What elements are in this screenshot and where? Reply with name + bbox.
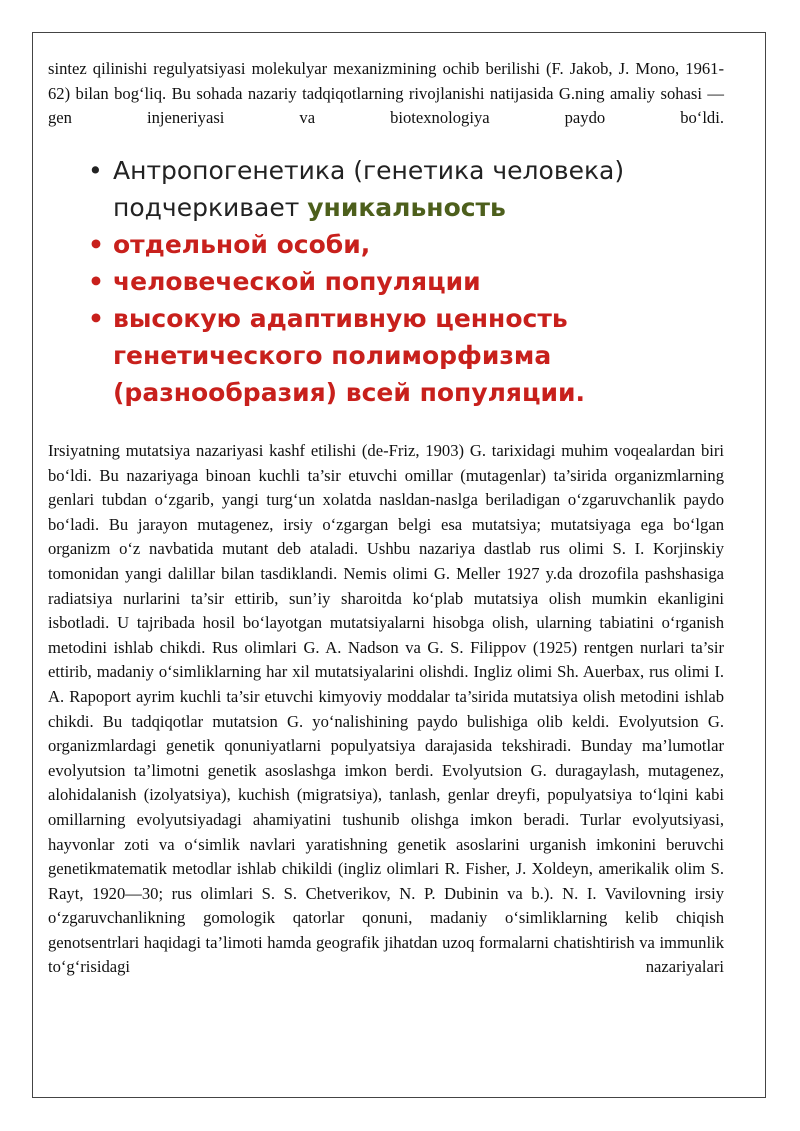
slide-line-2 (88, 189, 708, 226)
paragraph-main: Irsiyatning mutatsiya nazariyasi kashf etilishi (de-Friz, 1903) G. tarixidagi muhim voqealardan biri bo‘ldi. Bu nazariyaga binoan kuchli ta’sir etuvchi omillar (mutagenlar) ta’sirida organizmlarning genlari tubdan o‘zgarib, yangi turg‘un xolatda nasldan-naslga beriladigan o‘zgaruvchanlik paydo bo‘ladi. Bu jarayon mutagenez, irsiy o‘zgargan belgi esa mutatsiya; mutatsiyaga ega bo‘lgan organizm o‘z navbatida mutant deb ataladi. Ushbu nazariya dastlab rus olimi S. I. Korjinskiy tomonidan yangi dalillar bilan tasdiklandi. Nemis olimi G. Meller 1927 y.da drozofila pashshasiga radiatsiya nurlarini ta’sir ettirib, sun’iy sharoitda ko‘plab mutatsiya olish mumkin ekanligini isbotladi. U tajribada hosil bo‘layotgan mutatsiyalarni hisobga olish, ularning tabiatini o‘rganish metodini ishlab chikdi. Rus olimlari G. A. Nadson va G. S. Filippov (1925) rentgen nurlari ta’sir ettirib, madaniy o‘simliklarning har xil mutatsiyalarini olishdi. Ingliz olimi Sh. Auerbax, rus olimi I. A. Rapoport ayrim kuchli ta’sir etuvchi kimyoviy moddalar ta’sirida mutatsiya olish metodini ishlab chikdi. Bu tadqiqotlar mutatsion G. yo‘nalishining paydo bulishiga olib keldi. Evolyutsion G. organizmlardagi genetik qonuniyatlarni populyatsiya darajasida tekshiradi. Bunday ma’lumotlar evolyutsion ta’limotni genetik asoslashga imkon berdi. Evolyutsion G. duragaylash, mutagenez, alohidalanish (izolyatsiya), kuchish (migratsiya), tanlash, genlar dreyfi, populyatsiya to‘lqini kabi omillarning evolyutsiyadagi ahamiyatini tushunib olishga imkon beradi. Turlar evolyutsiyasi, hayvonlar zoti va o‘simlik navlari yaratishning genetik asoslarini urganish imkonini beruvchi genetikmatematik metodlar ishlab chikildi (ingliz olimlari R. Fisher, J. Xoldeyn, amerikalik olim S. Rayt, 1920—30; rus olimlari S. S. Chetverikov, N. P. Dubinin va b.). N. I. Vavilovning irsiy o‘zgaruvchanlikning gomologik qatorlar qonuni, madaniy o‘simliklarning kelib chiqish genotsentrlari haqidagi ta’limoti hamda geografik jihatdan uzoq formalarni chatishtirish va immunlik to‘g‘risidagi nazariyalari (48, 441, 724, 977)
bullet-icon: • (88, 230, 104, 259)
bullet-icon: • (88, 156, 103, 185)
slide-bullet-4-text: высокую адаптивную ценность (113, 304, 568, 333)
slide-bullet-2 (88, 226, 708, 263)
slide-bullet-3 (88, 263, 708, 300)
slide-bullet-4-text-3: (разнообразия) всей популяции. (113, 378, 586, 407)
slide-bullet-4-line2 (88, 337, 708, 374)
slide-bullet-4 (88, 300, 708, 337)
slide-highlight: уникальность (307, 193, 506, 222)
slide-bullet-4-line3 (88, 374, 708, 411)
slide-heading: Антропогенетика (генетика человека) (113, 156, 625, 185)
slide-line-1 (88, 152, 708, 189)
bullet-icon: • (88, 267, 104, 296)
slide-image (88, 152, 708, 422)
bullet-icon: • (88, 304, 104, 333)
slide-bullet-2-text: отдельной особи, (113, 230, 371, 259)
slide-heading-cont: подчеркивает (113, 193, 308, 222)
slide-bullet-3-text: человеческой популяции (113, 267, 481, 296)
slide-bullet-4-text-2: генетического полиморфизма (113, 341, 552, 370)
paragraph-intro: sintez qilinishi regulyatsiyasi molekulyar mexanizmining ochib berilishi (F. Jakob, J. Mono, 1961-62) bilan bog‘liq. Bu sohada nazariy tadqiqotlarning rivojlanishi natijasida G.ning amaliy sohasi — gen injeneriyasi va biotexnologiya paydo bo‘ldi. (48, 59, 724, 128)
